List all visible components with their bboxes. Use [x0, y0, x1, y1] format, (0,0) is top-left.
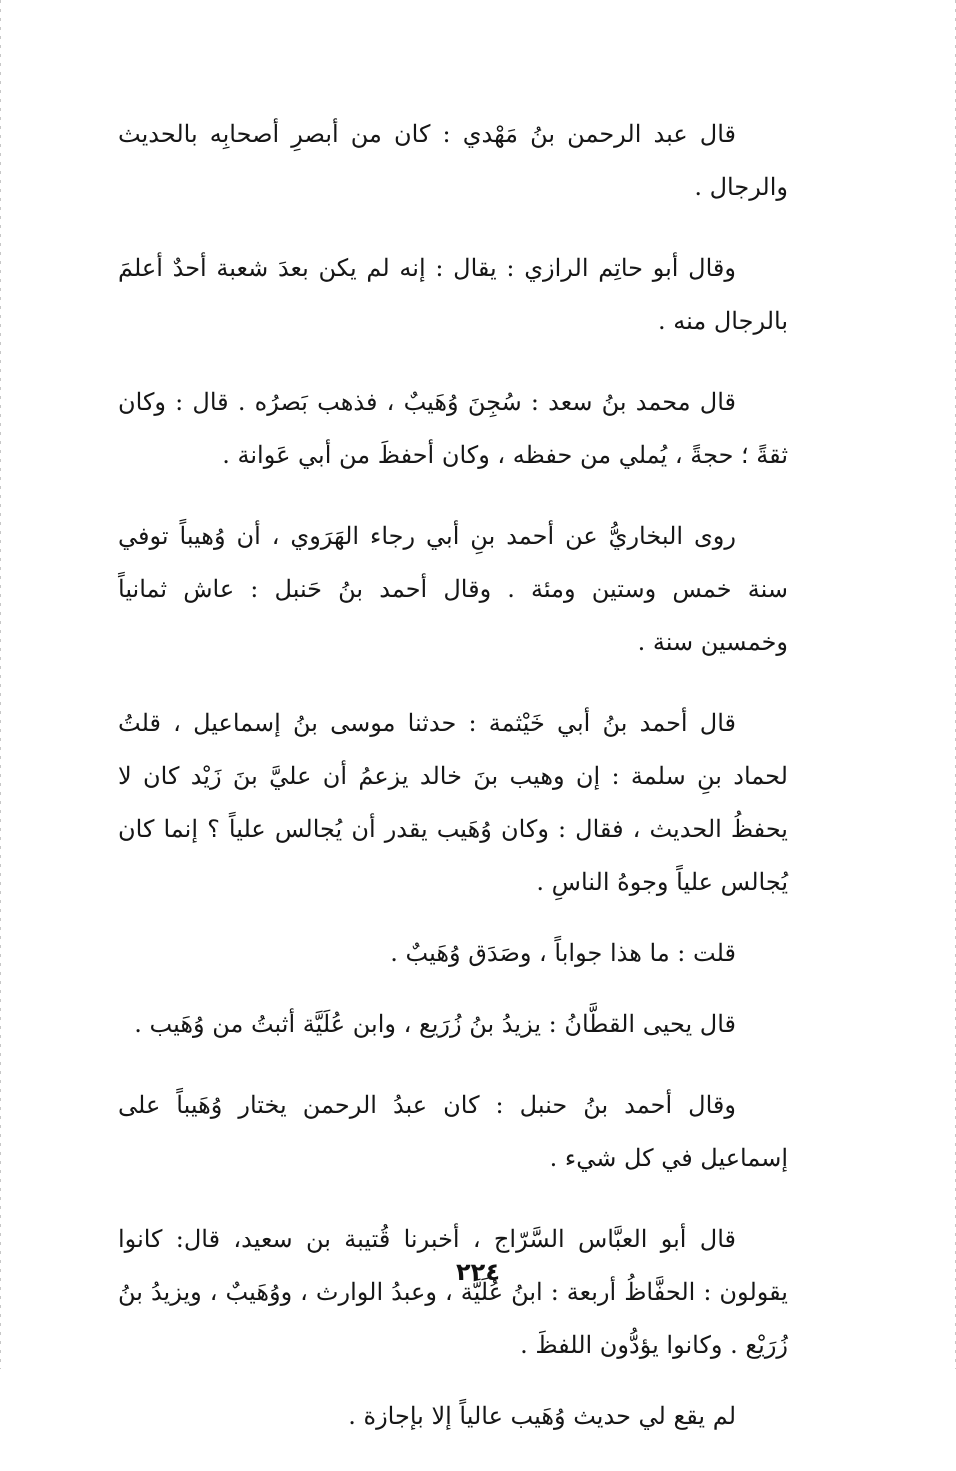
- paragraph-qattan: قال يحيى القطَّانُ : يزيدُ بنُ زُرَيع ، وابن عُلَيَّة أثبتُ من وُهَيب .: [134, 1010, 736, 1038]
- paragraph-ibn-abi-khaythama: قال أحمد بنُ أبي خَيْثمة : حدثنا موسى بنُ إسماعيل ، قلتُ لحماد بنِ سلمة : إن وهيب بنَ خالد يزعمُ أن عليَّ بنَ زَيْد كان لا يحفظُ الحديث ، فقال : وكان وُهَيب يقدر أن يُجالس علياً ؟ إنما كان يُجالس علياً وجوهُ الناسِ .: [118, 709, 788, 896]
- paragraph-sarraj: قال أبو العبَّاس السَّرّاج ، أخبرنا قُتيبة بن سعيد، قال: كانوا يقولون : الحفَّاظُ أربعة : ابنُ عُلَيَّة ، وعبدُ الوارث ، ووُهَيبٌ ، ويزيدُ بنُ زُرَيْع . وكانوا يؤدُّون اللفظَ .: [118, 1225, 788, 1359]
- left-crop-mark: [0, 0, 1, 1369]
- paragraph-ibn-saad: قال محمد بنُ سعد : سُجِنَ وُهَيبٌ ، فذهب بَصرُه . قال : وكان ثقةً ؛ حجةً ، يُملي من حفظه ، وكان أحفظَ من أبي عَوانة .: [118, 388, 788, 469]
- paragraph-abu-hatim: وقال أبو حاتِم الرازي : يقال : إنه لم يكن بعدَ شعبة أحدٌ أعلمَ بالرجال منه .: [118, 254, 788, 335]
- page-number: ٢٢٤: [456, 1258, 500, 1286]
- paragraph-bukhari: روى البخاريُّ عن أحمد بنِ أبي رجاء الهَرَوي ، أن وُهيباً توفي سنة خمس وستين ومئة . وقال أحمد بنُ حَنبل : عاش ثمانياً وخمسين سنة .: [118, 522, 788, 656]
- paragraph-ahmad-hanbal: وقال أحمد بنُ حنبل : كان عبدُ الرحمن يختار وُهَيباً على إسماعيل في كل شيء .: [118, 1091, 788, 1172]
- paragraph-qultu: قلت : ما هذا جواباً ، وصَدَق وُهَيبٌ .: [390, 939, 736, 967]
- paragraph-ibn-mahdi: قال عبد الرحمن بنُ مَهْدي : كان من أبصرِ أصحابِه بالحديث والرجال .: [118, 120, 788, 201]
- paragraph-ijaza: لم يقع لي حديث وُهَيب عالياً إلا بإجازة .: [348, 1402, 736, 1430]
